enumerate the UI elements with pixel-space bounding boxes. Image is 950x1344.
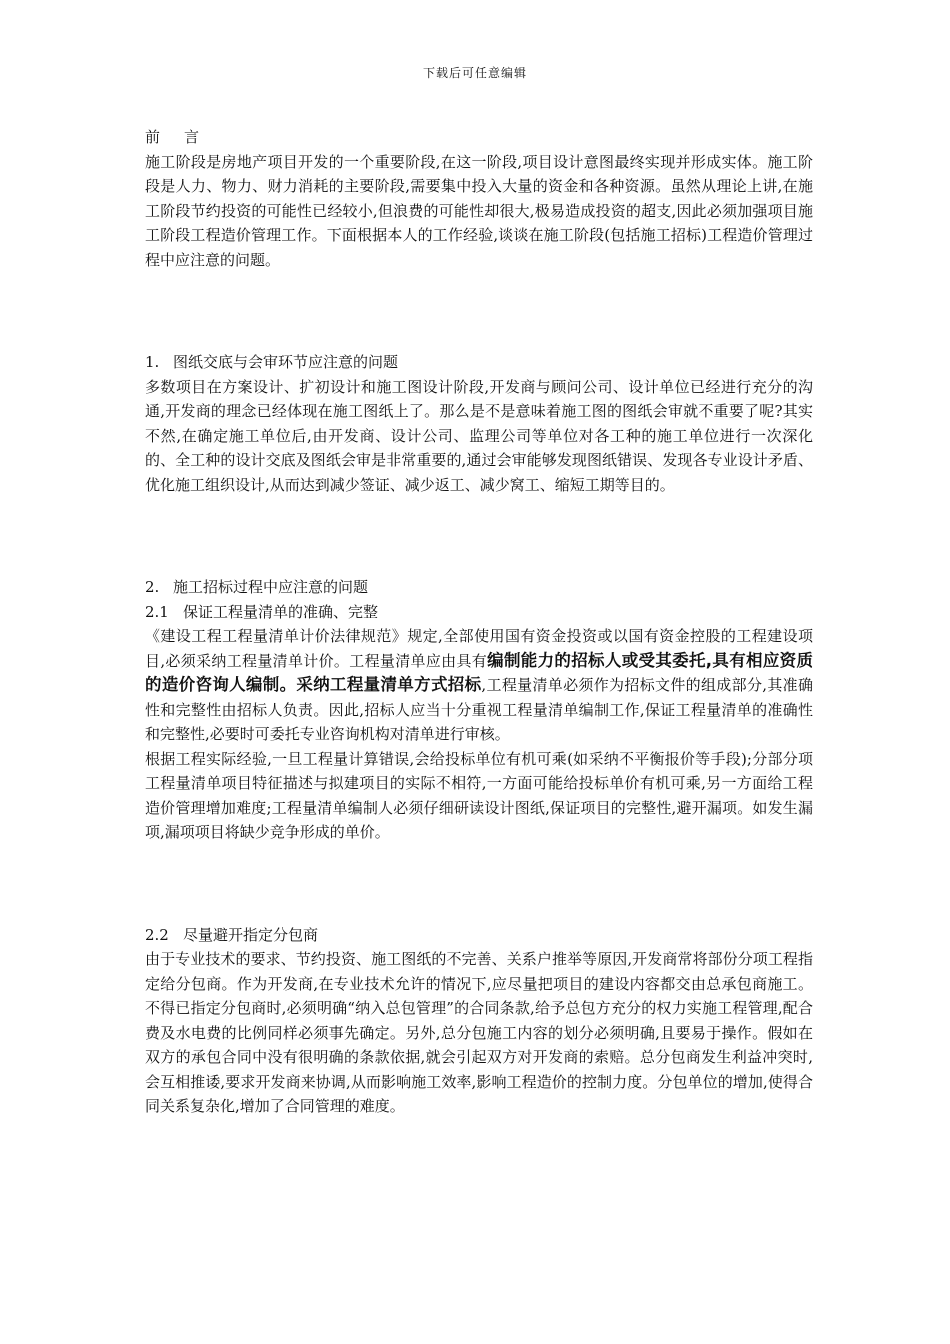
section-2-1-paragraph-1 <box>145 624 813 747</box>
section-2-1-paragraph-2: 根据工程实际经验,一旦工程量计算错误,会给投标单位有机可乘(如采纳不平衡报价等手段);分部分项工程量清单项目特征描述与拟建项目的实际不相符,一方面可能给投标单价有机可乘,另一方面给工程造价管理增加难度;工程量清单编制人必须仔细研读设计图纸,保证项目的完整性,避开漏项。如发生漏项,漏项项目将缺少竞争形成的单价。 <box>145 749 813 841</box>
section-2-1-heading <box>145 600 813 625</box>
preface-title <box>145 125 813 150</box>
section-2-2-paragraph: 由于专业技术的要求、节约投资、施工图纸的不完善、关系户推举等原因,开发商常将部份分项工程指定给分包商。作为开发商,在专业技术允许的情况下,应尽量把项目的建设内容都交由总承包商施工。不得已指定分包商时,必须明确“纳入总包管理”的合同条款,给予总包方充分的权力实施工程管理,配合费及水电费的比例同样必须事先确定。另外,总分包施工内容的划分必须明确,且要易于操作。假如在双方的承包合同中没有很明确的条款依据,就会引起双方对开发商的索赔。总分包商发生利益冲突时,会互相推诿,要求开发商来协调,从而影响施工效率,影响工程造价的控制力度。分包单位的增加,使得合同关系复杂化,增加了合同管理的难度。 <box>145 950 813 1115</box>
section-2-1-title: 保证工程量清单的准确、完整 <box>183 602 379 621</box>
page-header: 下载后可任意编辑 <box>422 66 527 80</box>
section-2-2-number: 2.2 <box>145 925 169 944</box>
preface-paragraph: 施工阶段是房地产项目开发的一个重要阶段,在这一阶段,项目设计意图最终实现并形成实体。施工阶段是人力、物力、财力消耗的主要阶段,需要集中投入大量的资金和各种资源。虽然从理论上讲,在施工阶段节约投资的可能性已经较小,但浪费的可能性却很大,极易造成投资的超支,因此必须加强项目施工阶段工程造价管理工作。下面根据本人的工作经验,谈谈在施工阶段(包括施工招标)工程造价管理过程中应注意的问题。 <box>145 152 813 269</box>
preface-title-char-1: 前 <box>145 128 161 146</box>
section-2-number: 2. <box>145 578 160 596</box>
section-2-1-para1-end: ,工程量清单必须作为招标文件的组成部分,其准确性和完整性由招标人负责。因此,招标人应当十分重视工程量清单编制工作,保证工程量清单的准确性和完整性,必要时可委托专业咨询机构对清单进行审核。 <box>145 676 813 743</box>
section-2-2-heading <box>145 923 813 948</box>
section-1-number: 1. <box>145 353 160 371</box>
section-2-1-number: 2.1 <box>145 602 169 621</box>
section-1-heading <box>145 350 813 375</box>
section-2-1-para1-start: 《建设工程工程量清单计价法律规范》规定,全部使用国有资金投资或以国有资金控股的工程建设项目,必须采纳工程量清单计价。工程量清单应由具有 <box>145 627 813 670</box>
section-2-title: 施工招标过程中应注意的问题 <box>173 578 369 596</box>
section-2-heading <box>145 575 813 600</box>
section-1-paragraph: 多数项目在方案设计、扩初设计和施工图设计阶段,开发商与顾问公司、设计单位已经进行充分的沟通,开发商的理念已经体现在施工图纸上了。那么是不是意味着施工图的图纸会审就不重要了呢?其实不然,在确定施工单位后,由开发商、设计公司、监理公司等单位对各工种的施工单位进行一次深化的、全工种的设计交底及图纸会审是非常重要的,通过会审能够发现图纸错误、发现各专业设计矛盾、优化施工组织设计,从而达到减少签证、减少返工、减少窝工、缩短工期等目的。 <box>145 377 813 494</box>
section-2-1-para1-bold: 编制能力的招标人或受其委托,具有相应资质的造价咨询人编制。采纳工程量清单方式招标 <box>145 650 813 694</box>
preface-title-char-2: 言 <box>184 128 200 146</box>
section-1-title: 图纸交底与会审环节应注意的问题 <box>173 353 399 371</box>
section-2-2-title: 尽量避开指定分包商 <box>183 925 319 944</box>
document-body <box>145 125 813 1119</box>
